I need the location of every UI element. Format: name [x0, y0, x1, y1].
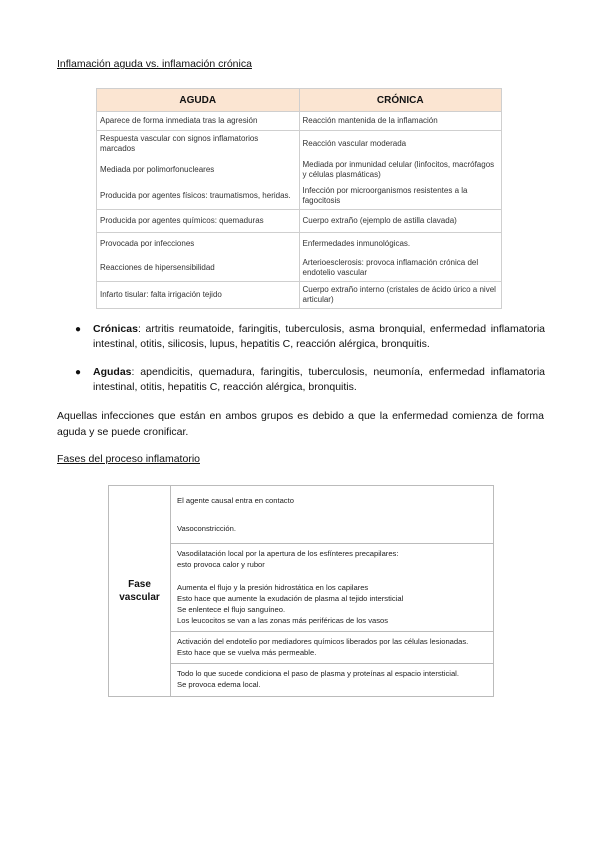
paragraph-explanation: Aquellas infecciones que están en ambos grupos es debido a que la enfermedad comienza de forma aguda y se puede cronificar. — [57, 410, 544, 438]
table-row — [97, 157, 502, 183]
table-cell: Cuerpo extraño interno (cristales de ácido úrico a nivel articular) — [299, 282, 502, 309]
table-cell: Respuesta vascular con signos inflamatorios marcados — [97, 131, 300, 158]
table-cell: Reacción mantenida de la inflamación — [299, 112, 502, 131]
table-row — [97, 183, 502, 210]
table-row — [97, 255, 502, 282]
table-row — [97, 233, 502, 256]
bullet-cronicas — [75, 322, 545, 352]
phase-line: Los leucocitos se van a las zonas más periféricas de los vasos — [177, 616, 389, 625]
phase-line: Esto hace que aumente la exudación de plasma al tejido intersticial — [177, 594, 404, 603]
heading-fases: Fases del proceso inflamatorio — [57, 453, 200, 465]
phases-table — [108, 485, 494, 697]
table-row — [97, 112, 502, 131]
comparison-table — [96, 88, 502, 309]
phase-line: Todo lo que sucede condiciona el paso de plasma y proteínas al espacio intersticial. — [177, 669, 459, 678]
bullet-text: Crónicas: artritis reumatoide, faringitis, tuberculosis, asma bronquial, enfermedad inflamatoria intestinal, otitis, silicosis, lupus, hepatitis C, reacción alérgica, bronquitis. — [93, 323, 545, 350]
table-cell: Reacciones de hipersensibilidad — [97, 255, 300, 282]
phase-line: esto provoca calor y rubor — [177, 560, 265, 569]
phase-line: Se provoca edema local. — [177, 680, 261, 689]
table-cell: Arterioesclerosis: provoca inflamación crónica del endotelio vascular — [299, 255, 502, 282]
header-aguda: AGUDA — [97, 89, 300, 112]
table-cell: Cuerpo extraño (ejemplo de astilla clavada) — [299, 210, 502, 233]
divider — [171, 663, 493, 664]
header-cronica: CRÓNICA — [299, 89, 502, 112]
heading-inflamacion: Inflamación aguda vs. inflamación crónica — [57, 58, 252, 70]
phase-line: Vasodilatación local por la apertura de los esfínteres precapilares: — [177, 549, 399, 558]
phase-line: Activación del endotelio por mediadores químicos liberados por las células lesionadas. — [177, 637, 469, 646]
table-cell: Mediada por polimorfonucleares — [97, 157, 300, 183]
bullet-icon: ● — [75, 367, 82, 378]
phase-line: Se enlentece el flujo sanguíneo. — [177, 605, 286, 614]
divider — [171, 543, 493, 544]
table-cell: Provocada por infecciones — [97, 233, 300, 256]
table-cell: Mediada por inmunidad celular (linfocitos, macrófagos y células plasmáticas) — [299, 157, 502, 183]
phase-line: Esto hace que se vuelva más permeable. — [177, 648, 317, 657]
bullet-agudas — [75, 365, 545, 395]
table-row — [97, 282, 502, 309]
table-header-row — [97, 89, 502, 112]
phase-line: El agente causal entra en contacto — [177, 496, 294, 505]
table-cell: Reacción vascular moderada — [299, 131, 502, 158]
phase-label: Fase vascular — [109, 486, 171, 696]
divider — [171, 631, 493, 632]
table-cell: Enfermedades inmunológicas. — [299, 233, 502, 256]
table-cell: Infección por microorganismos resistentes a la fagocitosis — [299, 183, 502, 210]
bullet-icon: ● — [75, 324, 82, 335]
phase-line: Vasoconstricción. — [177, 524, 236, 533]
phase-details — [171, 486, 493, 696]
table-cell: Infarto tisular: falta irrigación tejido — [97, 282, 300, 309]
table-cell: Aparece de forma inmediata tras la agresión — [97, 112, 300, 131]
table-cell: Producida por agentes físicos: traumatismos, heridas. — [97, 183, 300, 210]
bullet-text: Agudas: apendicitis, quemadura, faringitis, tuberculosis, neumonía, enfermedad inflamatoria intestinal, otitis, hepatitis C, reacción alérgica, bronquitis. — [93, 366, 545, 393]
phase-line: Aumenta el flujo y la presión hidrostática en los capilares — [177, 583, 369, 592]
table-row — [97, 131, 502, 158]
table-cell: Producida por agentes químicos: quemaduras — [97, 210, 300, 233]
table-row — [97, 210, 502, 233]
